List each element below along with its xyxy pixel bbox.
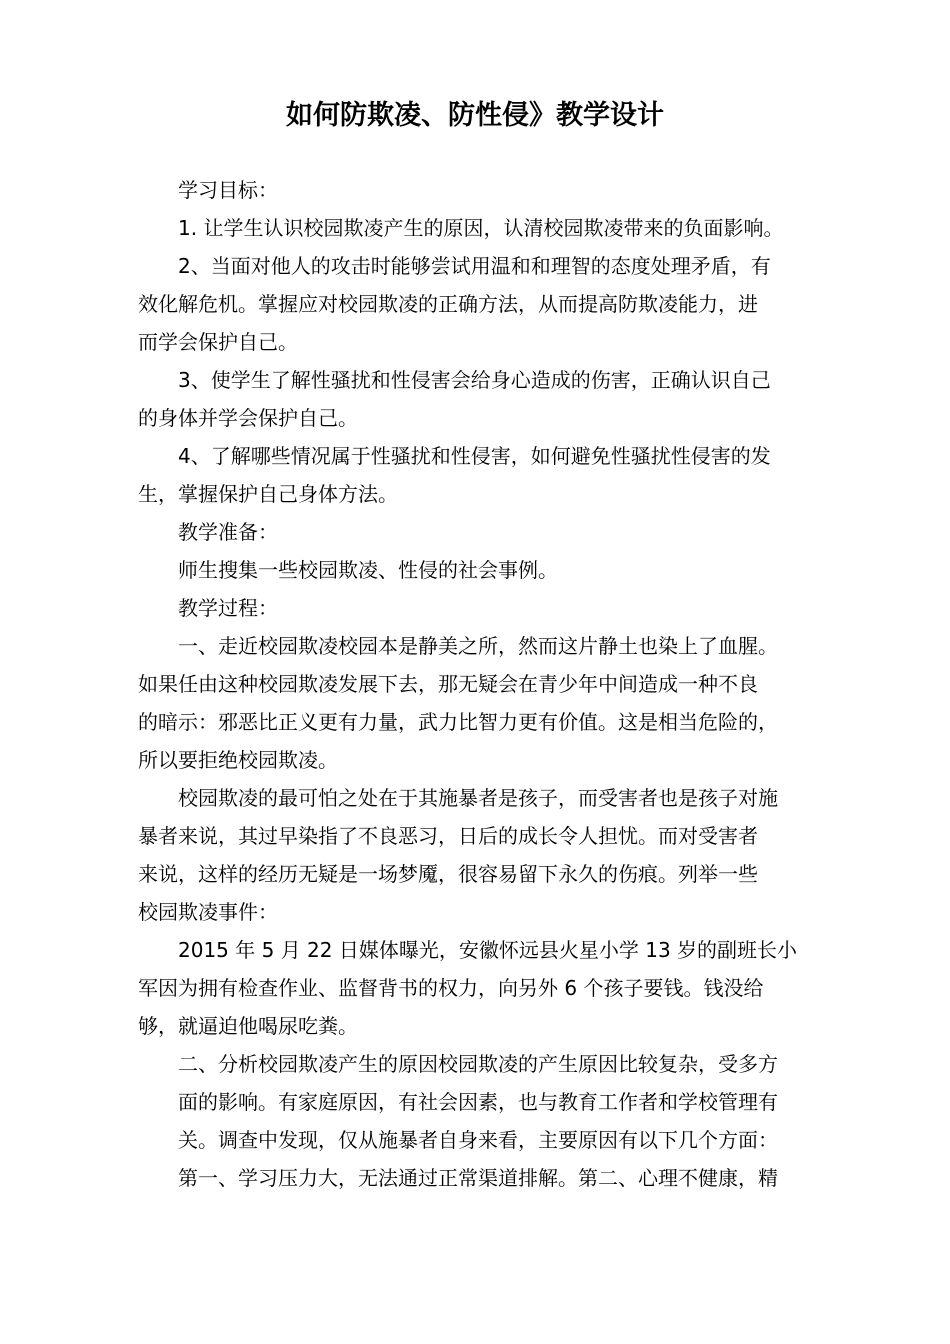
bullying-harm-line-4: 校园欺凌事件： (138, 900, 278, 924)
goal-3-line-1: 3、使学生了解性骚扰和性侵害会给身心造成的伤害，正确认识自己 (178, 368, 771, 392)
document-title: 如何防欺凌、防性侵》教学设计 (286, 100, 664, 131)
goal-4-line-2: 生，掌握保护自己身体方法。 (138, 482, 398, 506)
case-line-3: 够，就逼迫他喝尿吃粪。 (138, 1014, 358, 1038)
section-heading-process: 教学过程： (178, 596, 278, 620)
bullying-harm-line-1: 校园欺凌的最可怕之处在于其施暴者是孩子，而受害者也是孩子对施 (178, 786, 778, 810)
prep-text: 师生搜集一些校园欺凌、性侵的社会事例。 (178, 558, 558, 582)
process-part-2-line-4: 第一、学习压力大，无法通过正常渠道排解。第二、心理不健康，精 (178, 1166, 778, 1190)
process-part-1-line-3: 的暗示：邪恶比正义更有力量，武力比智力更有价值。这是相当危险的， (138, 710, 778, 734)
bullying-harm-line-2: 暴者来说，其过早染指了不良恶习，日后的成长令人担忧。而对受害者 (138, 824, 758, 848)
goal-2-line-1: 2、当面对他人的攻击时能够尝试用温和和理智的态度处理矛盾，有 (178, 254, 771, 278)
case-line-1: 2015 年 5 月 22 日媒体曝光，安徽怀远县火星小学 13 岁的副班长小 (178, 938, 798, 962)
section-heading-prep: 教学准备： (178, 520, 278, 544)
section-heading-goals: 学习目标： (178, 178, 278, 202)
bullying-harm-line-3: 来说，这样的经历无疑是一场梦魇，很容易留下永久的伤痕。列举一些 (138, 862, 758, 886)
goal-2-line-2: 效化解危机。掌握应对校园欺凌的正确方法，从而提高防欺凌能力，进 (138, 292, 758, 316)
process-part-2-line-3: 关。调查中发现，仅从施暴者自身来看，主要原因有以下几个方面： (178, 1128, 778, 1152)
case-line-2: 军因为拥有检查作业、监督背书的权力，向另外 6 个孩子要钱。钱没给 (138, 976, 764, 1000)
goal-2-line-3: 而学会保护自己。 (138, 330, 298, 354)
process-part-1-line-4: 所以要拒绝校园欺凌。 (138, 748, 338, 772)
process-part-2-line-2: 面的影响。有家庭原因，有社会因素，也与教育工作者和学校管理有 (178, 1090, 778, 1114)
process-part-1-line-1: 一、走近校园欺凌校园本是静美之所，然而这片静土也染上了血腥。 (178, 634, 778, 658)
goal-4-line-1: 4、了解哪些情况属于性骚扰和性侵害，如何避免性骚扰性侵害的发 (178, 444, 771, 468)
process-part-1-line-2: 如果任由这种校园欺凌发展下去，那无疑会在青少年中间造成一种不良 (138, 672, 758, 696)
process-part-2-line-1: 二、分析校园欺凌产生的原因校园欺凌的产生原因比较复杂，受多方 (178, 1052, 778, 1076)
goal-1: 1. 让学生认识校园欺凌产生的原因，认清校园欺凌带来的负面影响。 (178, 216, 784, 240)
goal-3-line-2: 的身体并学会保护自己。 (138, 406, 358, 430)
